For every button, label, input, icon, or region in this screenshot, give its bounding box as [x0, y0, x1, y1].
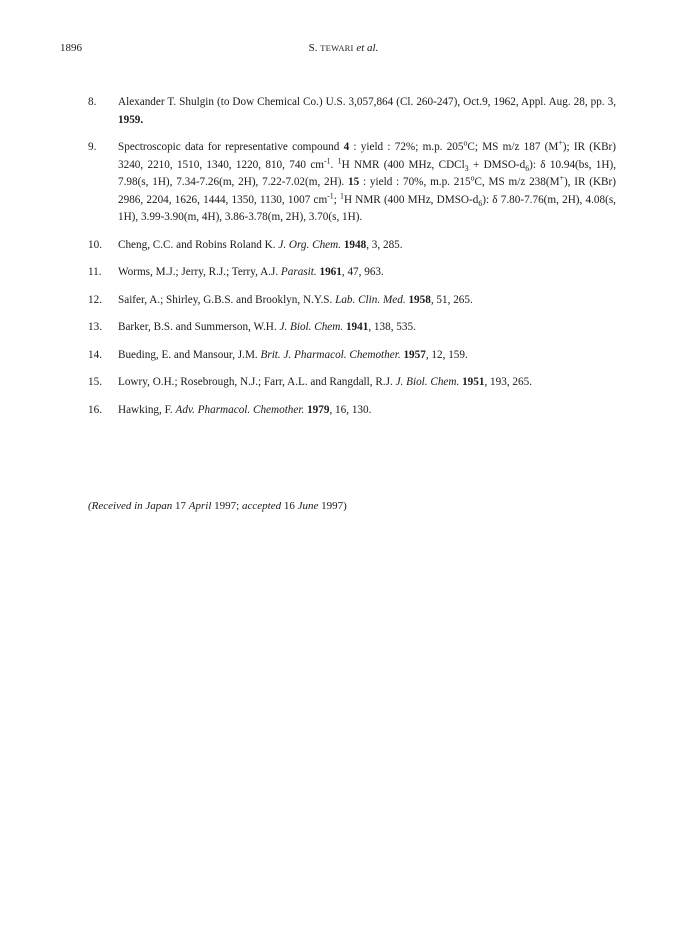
reference-item — [88, 139, 616, 227]
text-segment: 1958 — [408, 293, 431, 306]
text-segment: : yield : 72%; m.p. 205 — [349, 141, 464, 153]
reference-item — [88, 374, 616, 392]
text-segment: H NMR (400 MHz, CDCl — [341, 158, 465, 171]
text-segment: ), IR (KBr) 2986, 2204, 1626, 1444, 1350, 1130, 1007 cm — [118, 176, 616, 206]
text-segment: o — [470, 173, 475, 183]
text-segment: Parasit. — [280, 266, 317, 278]
text-segment: 1997; — [211, 500, 242, 512]
text-segment: J. Org. Chem. — [278, 238, 342, 251]
text-segment: April — [188, 500, 212, 512]
text-segment: 1 — [337, 155, 342, 165]
text-segment: 3 — [464, 163, 469, 173]
reference-number: 9. — [88, 141, 97, 153]
text-segment: Lowry, O.H.; Rosebrough, N.J.; Farr, A.L. and Rangdall, R.J. — [118, 376, 396, 388]
text-segment: 17 — [172, 500, 189, 512]
reference-item — [88, 292, 616, 310]
reference-text — [118, 347, 616, 365]
reference-text — [118, 319, 616, 337]
text-segment: June — [297, 500, 319, 512]
text-segment: 1948 — [343, 238, 367, 251]
text-segment: Saifer, A.; Shirley, G.B.S. and Brooklyn, N.Y.S. — [118, 293, 336, 306]
text-segment: 16 — [281, 500, 298, 512]
text-segment: 6 — [525, 163, 530, 173]
text-segment: Cheng, C.C. and Robins Roland K. — [118, 238, 279, 251]
text-segment: Spectroscopic data for representative compound — [118, 141, 344, 153]
author-surname: TEWARI — [320, 43, 354, 53]
text-segment: , 51, 265. — [430, 293, 473, 306]
text-segment: + — [558, 138, 563, 148]
reference-number: 14. — [88, 348, 102, 361]
reference-number: 16. — [88, 403, 102, 416]
reference-number: 10. — [88, 238, 102, 251]
text-segment: Hawking, F. — [118, 403, 176, 416]
reference-item — [88, 94, 616, 129]
text-segment: 1979 — [307, 403, 330, 416]
reference-text — [118, 94, 616, 129]
text-segment: Brit. J. Pharmacol. Chemother. — [260, 348, 401, 361]
author-suffix: et al. — [353, 42, 379, 54]
text-segment: Bueding, E. and Mansour, J.M. — [118, 348, 261, 361]
text-segment: -1 — [327, 190, 334, 200]
page-header — [60, 42, 627, 58]
text-segment: ; — [333, 193, 341, 206]
text-segment: 1997) — [318, 500, 347, 512]
page-number: 1896 — [60, 42, 82, 54]
text-segment: ); IR (KBr) 3240, 2210, 1510, 1340, 1220, 810, 740 cm — [118, 141, 616, 171]
text-segment: H NMR (400 MHz, DMSO-d — [343, 193, 479, 206]
reference-number: 15. — [88, 376, 102, 388]
reference-item — [88, 319, 616, 337]
text-segment: , 3, 285. — [366, 238, 403, 251]
reference-number: 13. — [88, 321, 102, 333]
text-segment: J. Biol. Chem. — [395, 376, 460, 388]
text-segment: , 12, 159. — [425, 348, 468, 361]
reference-number: 8. — [88, 96, 97, 108]
text-segment: , 16, 130. — [329, 403, 372, 416]
running-head — [60, 42, 627, 54]
text-segment: 1 — [340, 190, 344, 200]
reference-text — [118, 139, 616, 227]
reference-text — [118, 292, 616, 310]
reference-text — [118, 402, 616, 420]
text-segment: Lab. Clin. Med. — [335, 293, 406, 306]
text-segment: o — [463, 138, 468, 148]
reference-list — [88, 94, 616, 429]
reference-number: 12. — [88, 293, 102, 306]
text-segment: 15 — [348, 176, 360, 188]
reference-text — [118, 237, 616, 255]
reference-item — [88, 402, 616, 420]
text-segment: 4 — [343, 141, 350, 153]
text-segment: ): δ 7.80-7.76(m, 2H), 4.08(s, 1H), 3.99-3.90(m, 4H), 3.86-3.78(m, 2H), 3.70(s, 1H). — [118, 193, 616, 223]
text-segment: 1959. — [118, 113, 144, 126]
text-segment: Alexander T. Shulgin (to Dow Chemical Co.) U.S. 3,057,864 (Cl. 260-247), Oct.9, 1962, Appl. Aug. 28, pp. 3, — [118, 96, 616, 108]
reference-number: 11. — [88, 266, 102, 278]
text-segment: 1961 — [319, 266, 342, 278]
text-segment: C; MS m/z 187 (M — [467, 141, 559, 153]
reference-text — [118, 374, 616, 392]
text-segment: Adv. Pharmacol. Chemother. — [175, 403, 305, 416]
author-initial: S. — [308, 42, 321, 54]
text-segment: , 47, 963. — [341, 266, 384, 278]
text-segment: 6 — [478, 198, 483, 208]
text-segment: 1951 — [462, 376, 485, 388]
text-segment: Worms, M.J.; Jerry, R.J.; Terry, A.J. — [118, 266, 281, 278]
received-note — [88, 500, 347, 512]
reference-item — [88, 264, 616, 282]
text-segment: + DMSO-d — [468, 158, 526, 171]
text-segment: -1 — [324, 155, 331, 165]
reference-text — [118, 264, 616, 282]
text-segment: . — [330, 158, 338, 171]
text-segment: (Received in Japan — [88, 500, 173, 512]
text-segment: J. Biol. Chem. — [279, 321, 344, 333]
reference-item — [88, 347, 616, 365]
text-segment: 1957 — [403, 348, 426, 361]
text-segment: ): δ 10.94(bs, 1H), 7.98(s, 1H), 7.34-7.26(m, 2H), 7.22-7.02(m, 2H). — [118, 158, 617, 188]
text-segment: + — [559, 173, 564, 183]
text-segment: , 193, 265. — [484, 376, 532, 388]
text-segment: accepted — [241, 500, 282, 512]
reference-item — [88, 237, 616, 255]
text-segment: , 138, 535. — [368, 321, 416, 333]
text-segment: : yield : 70%, m.p. 215 — [359, 176, 471, 188]
text-segment: 1941 — [345, 321, 369, 333]
text-segment: C, MS m/z 238(M — [474, 176, 560, 188]
text-segment: Barker, B.S. and Summerson, W.H. — [118, 321, 280, 333]
